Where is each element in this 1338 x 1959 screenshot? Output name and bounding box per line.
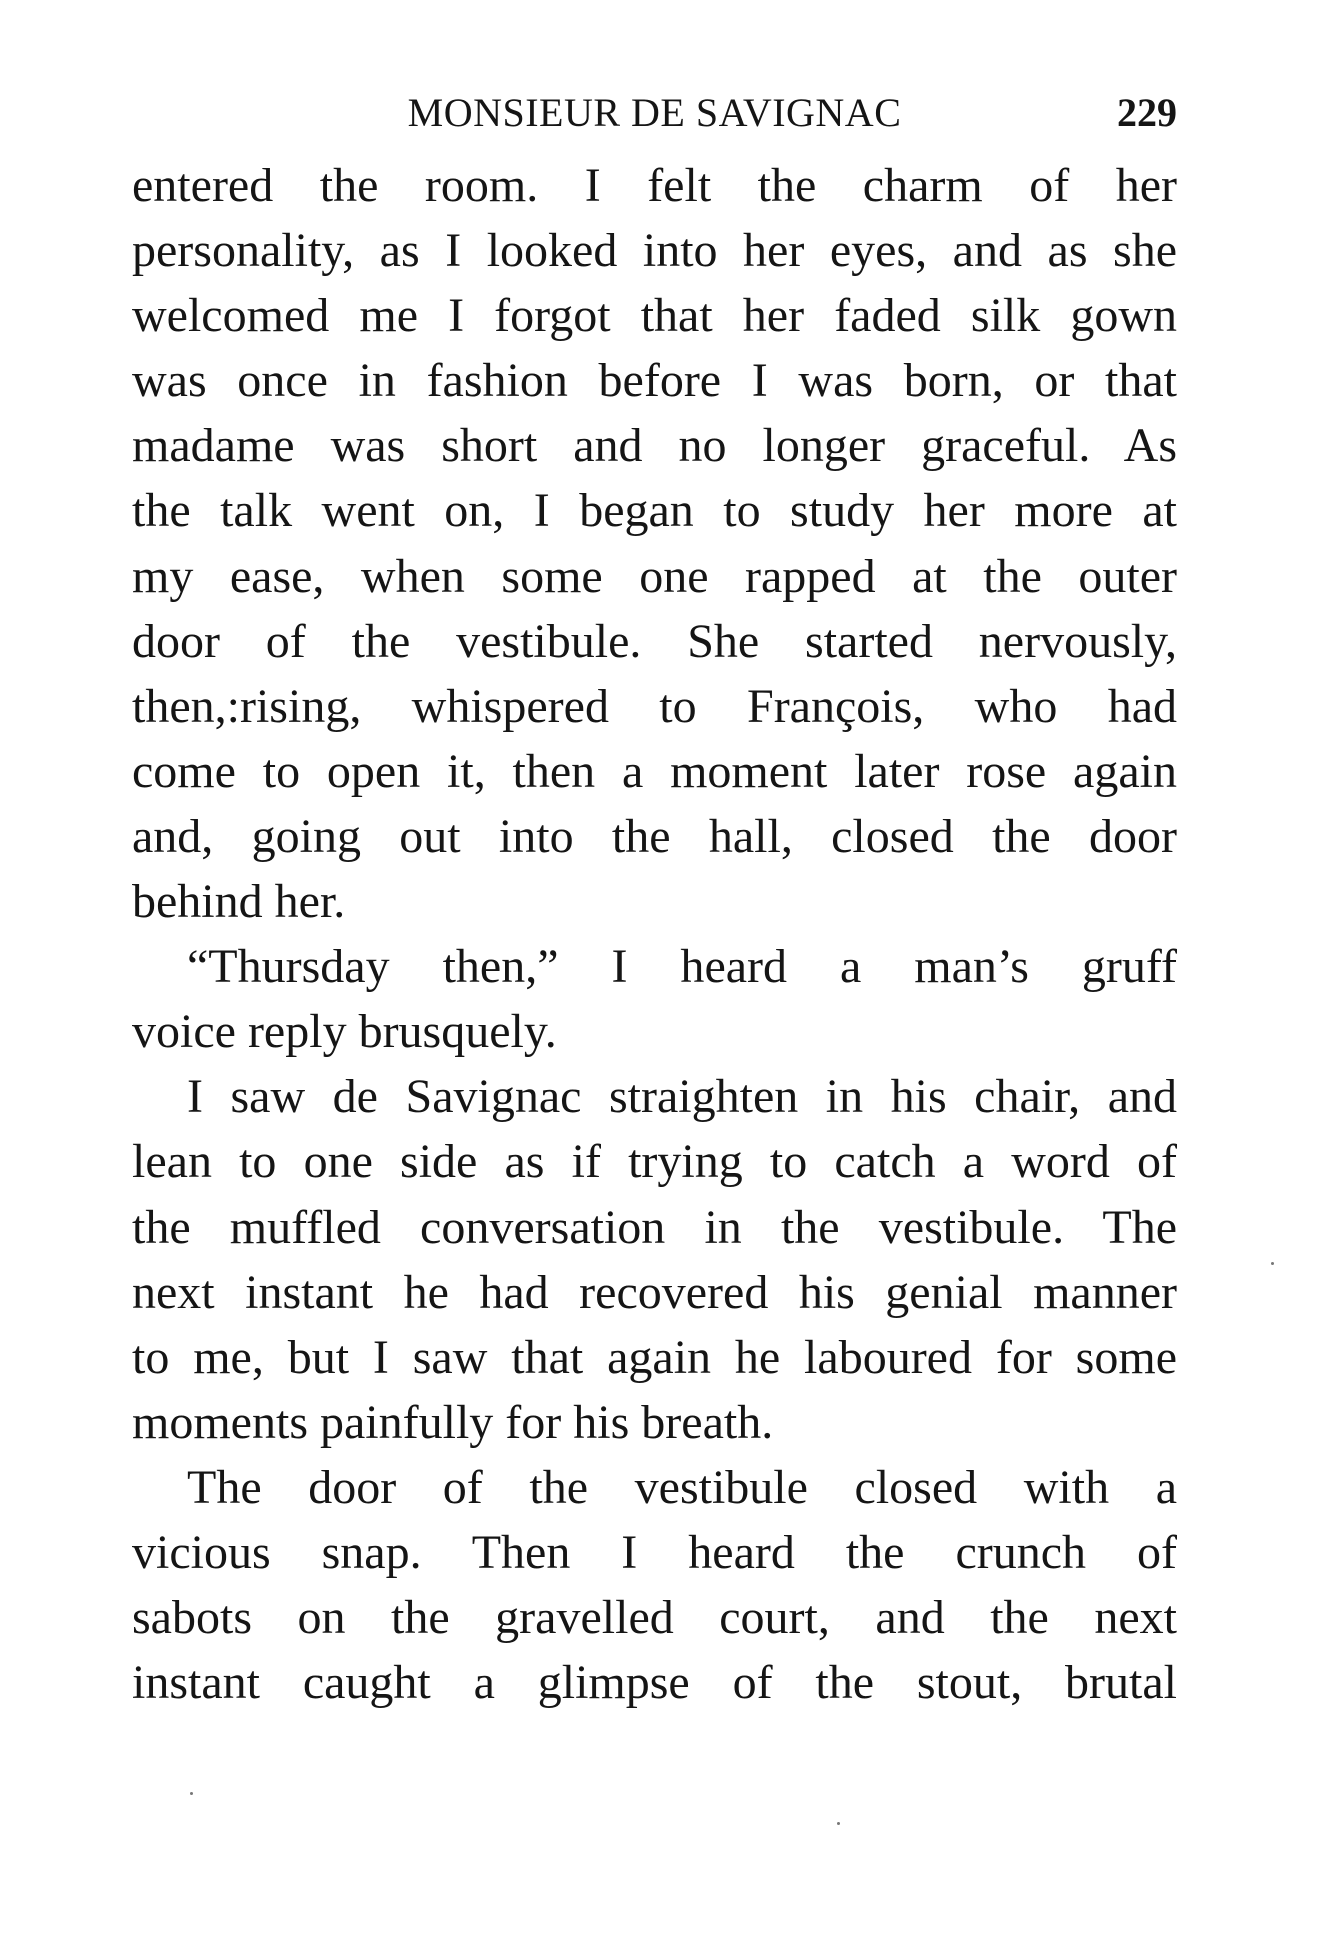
- text-line: next instant he had recovered his genial manner: [132, 1265, 1177, 1319]
- text-line: I saw de Savignac straighten in his chair, and: [187, 1070, 1177, 1124]
- text-line: madame was short and no longer graceful. As: [132, 419, 1177, 473]
- text-line: instant caught a glimpse of the stout, brutal: [132, 1656, 1177, 1710]
- text-line: my ease, when some one rapped at the outer: [132, 549, 1177, 603]
- text-line: entered the room. I felt the charm of her: [132, 159, 1177, 212]
- text-line: personality, as I looked into her eyes, and as she: [132, 224, 1177, 278]
- text-line: “Thursday then,” I heard a man’s gruff: [187, 940, 1177, 994]
- text-line: was once in fashion before I was born, or that: [132, 354, 1177, 408]
- text-line: the talk went on, I began to study her more at: [132, 484, 1177, 538]
- text-line: the muffled conversation in the vestibule. The: [132, 1200, 1177, 1254]
- running-title: MONSIEUR DE SAVIGNAC: [407, 90, 902, 135]
- text-line: lean to one side as if trying to catch a word of: [132, 1135, 1177, 1189]
- page-number: 229: [1117, 90, 1177, 135]
- text-line: voice reply brusquely.: [132, 1005, 557, 1059]
- running-head: [132, 83, 1177, 143]
- text-line: to me, but I saw that again he laboured for some: [132, 1330, 1177, 1384]
- paper-speck: [190, 1792, 193, 1795]
- text-line: come to open it, then a moment later rose again: [132, 744, 1177, 798]
- text-line: The door of the vestibule closed with a: [187, 1460, 1177, 1514]
- body-text: [132, 153, 1177, 1715]
- text-line: vicious snap. Then I heard the crunch of: [132, 1525, 1177, 1579]
- text-line: and, going out into the hall, closed the door: [132, 809, 1177, 863]
- text-line: behind her.: [132, 875, 346, 929]
- paper-speck: [837, 1822, 840, 1825]
- text-line: sabots on the gravelled court, and the next: [132, 1591, 1177, 1645]
- text-line: door of the vestibule. She started nervously,: [132, 614, 1177, 668]
- text-line: moments painfully for his breath.: [132, 1395, 774, 1449]
- text-line: then,:rising, whispered to François, who had: [132, 679, 1177, 733]
- text-line: welcomed me I forgot that her faded silk gown: [132, 289, 1177, 343]
- paper-speck: [1271, 1262, 1274, 1265]
